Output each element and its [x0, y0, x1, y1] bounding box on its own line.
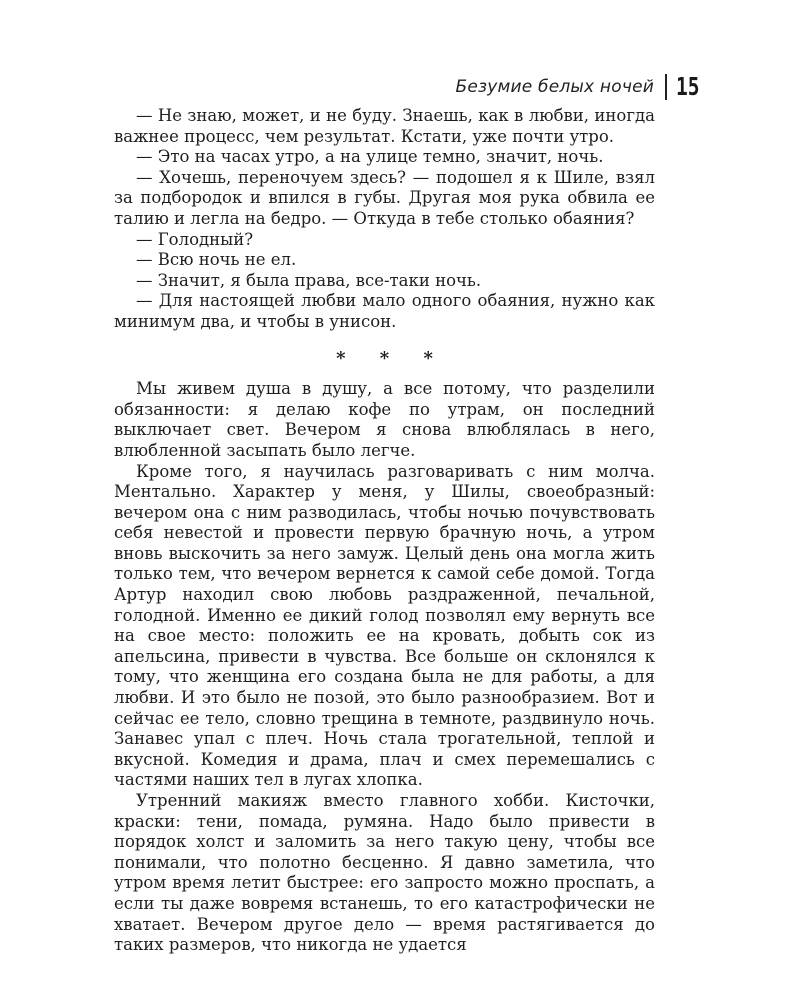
running-title: Безумие белых ночей [455, 76, 654, 97]
running-header [455, 72, 700, 101]
dialogue-line: — Значит, я была права, все-таки ночь. [136, 270, 482, 290]
page-number: 15 [676, 72, 700, 101]
dialogue-line: — Для настоящей любви мало одного обаяния, нужно как минимум два, и чтобы в унисон. [114, 291, 655, 331]
page-body [114, 106, 655, 956]
paragraph: Утренний макияж вместо главного хобби. Кисточки, краски: тени, помада, румяна. Надо было привести в порядок холст и заломить за него такую цену, чтобы все понимали, что полотно бесценно. Я давно заметила, что утром время летит быстрее: его запросто можно проспать, а если ты даже вовремя встанешь, то его катастрофически не хватает. Вечером другое дело — время растягивается до таких размеров, что никогда не удается [114, 791, 655, 955]
section-separator: * * * [336, 347, 447, 369]
dialogue-line: — Голодный? [136, 229, 254, 249]
paragraph: Мы живем душа в душу, а все потому, что разделили обязанности: я делаю кофе по утрам, он последний выключает свет. Вечером я снова влюблялась в него, влюбленной засыпать было легче. [114, 379, 655, 460]
dialogue-line: — Всю ночь не ел. [136, 250, 297, 270]
dialogue-line: — Не знаю, может, и не буду. Знаешь, как в любви, иногда важнее процесс, чем результат. Кстати, уже почти утро. [114, 106, 655, 146]
dialogue-line: — Хочешь, переночуем здесь? — подошел я к Шиле, взял за подбородок и впился в губы. Другая моя рука обвила ее талию и легла на бедро. — Откуда в тебе столько обаяния? [114, 167, 655, 228]
header-divider [665, 74, 667, 100]
dialogue-line: — Это на часах утро, а на улице темно, значит, ночь. [136, 147, 604, 167]
paragraph: Кроме того, я научилась разговаривать с ним молча. Ментально. Характер у меня, у Шилы, своеобразный: вечером она с ним разводилась, чтобы ночью почувствовать себя невестой и провести первую брачную ночь, а утром вновь выскочить за него замуж. Целый день она могла жить только тем, что вечером вернется к самой себе домой. Тогда Артур находил свою любовь раздраженной, печальной, голодной. Именно ее дикий голод позволял ему вернуть все на свое место: положить ее на кровать, добыть сок из апельсина, привести в чувства. Все больше он склонялся к тому, что женщина его создана была не для работы, а для любви. И это было не позой, это было разнообразием. Вот и сейчас ее тело, словно трещина в темноте, раздвинуло ночь. Занавес упал с плеч. Ночь стала трогательной, теплой и вкусной. Комедия и драма, плач и смех перемешались с частями наших тел в лугах хлопка. [114, 461, 655, 790]
